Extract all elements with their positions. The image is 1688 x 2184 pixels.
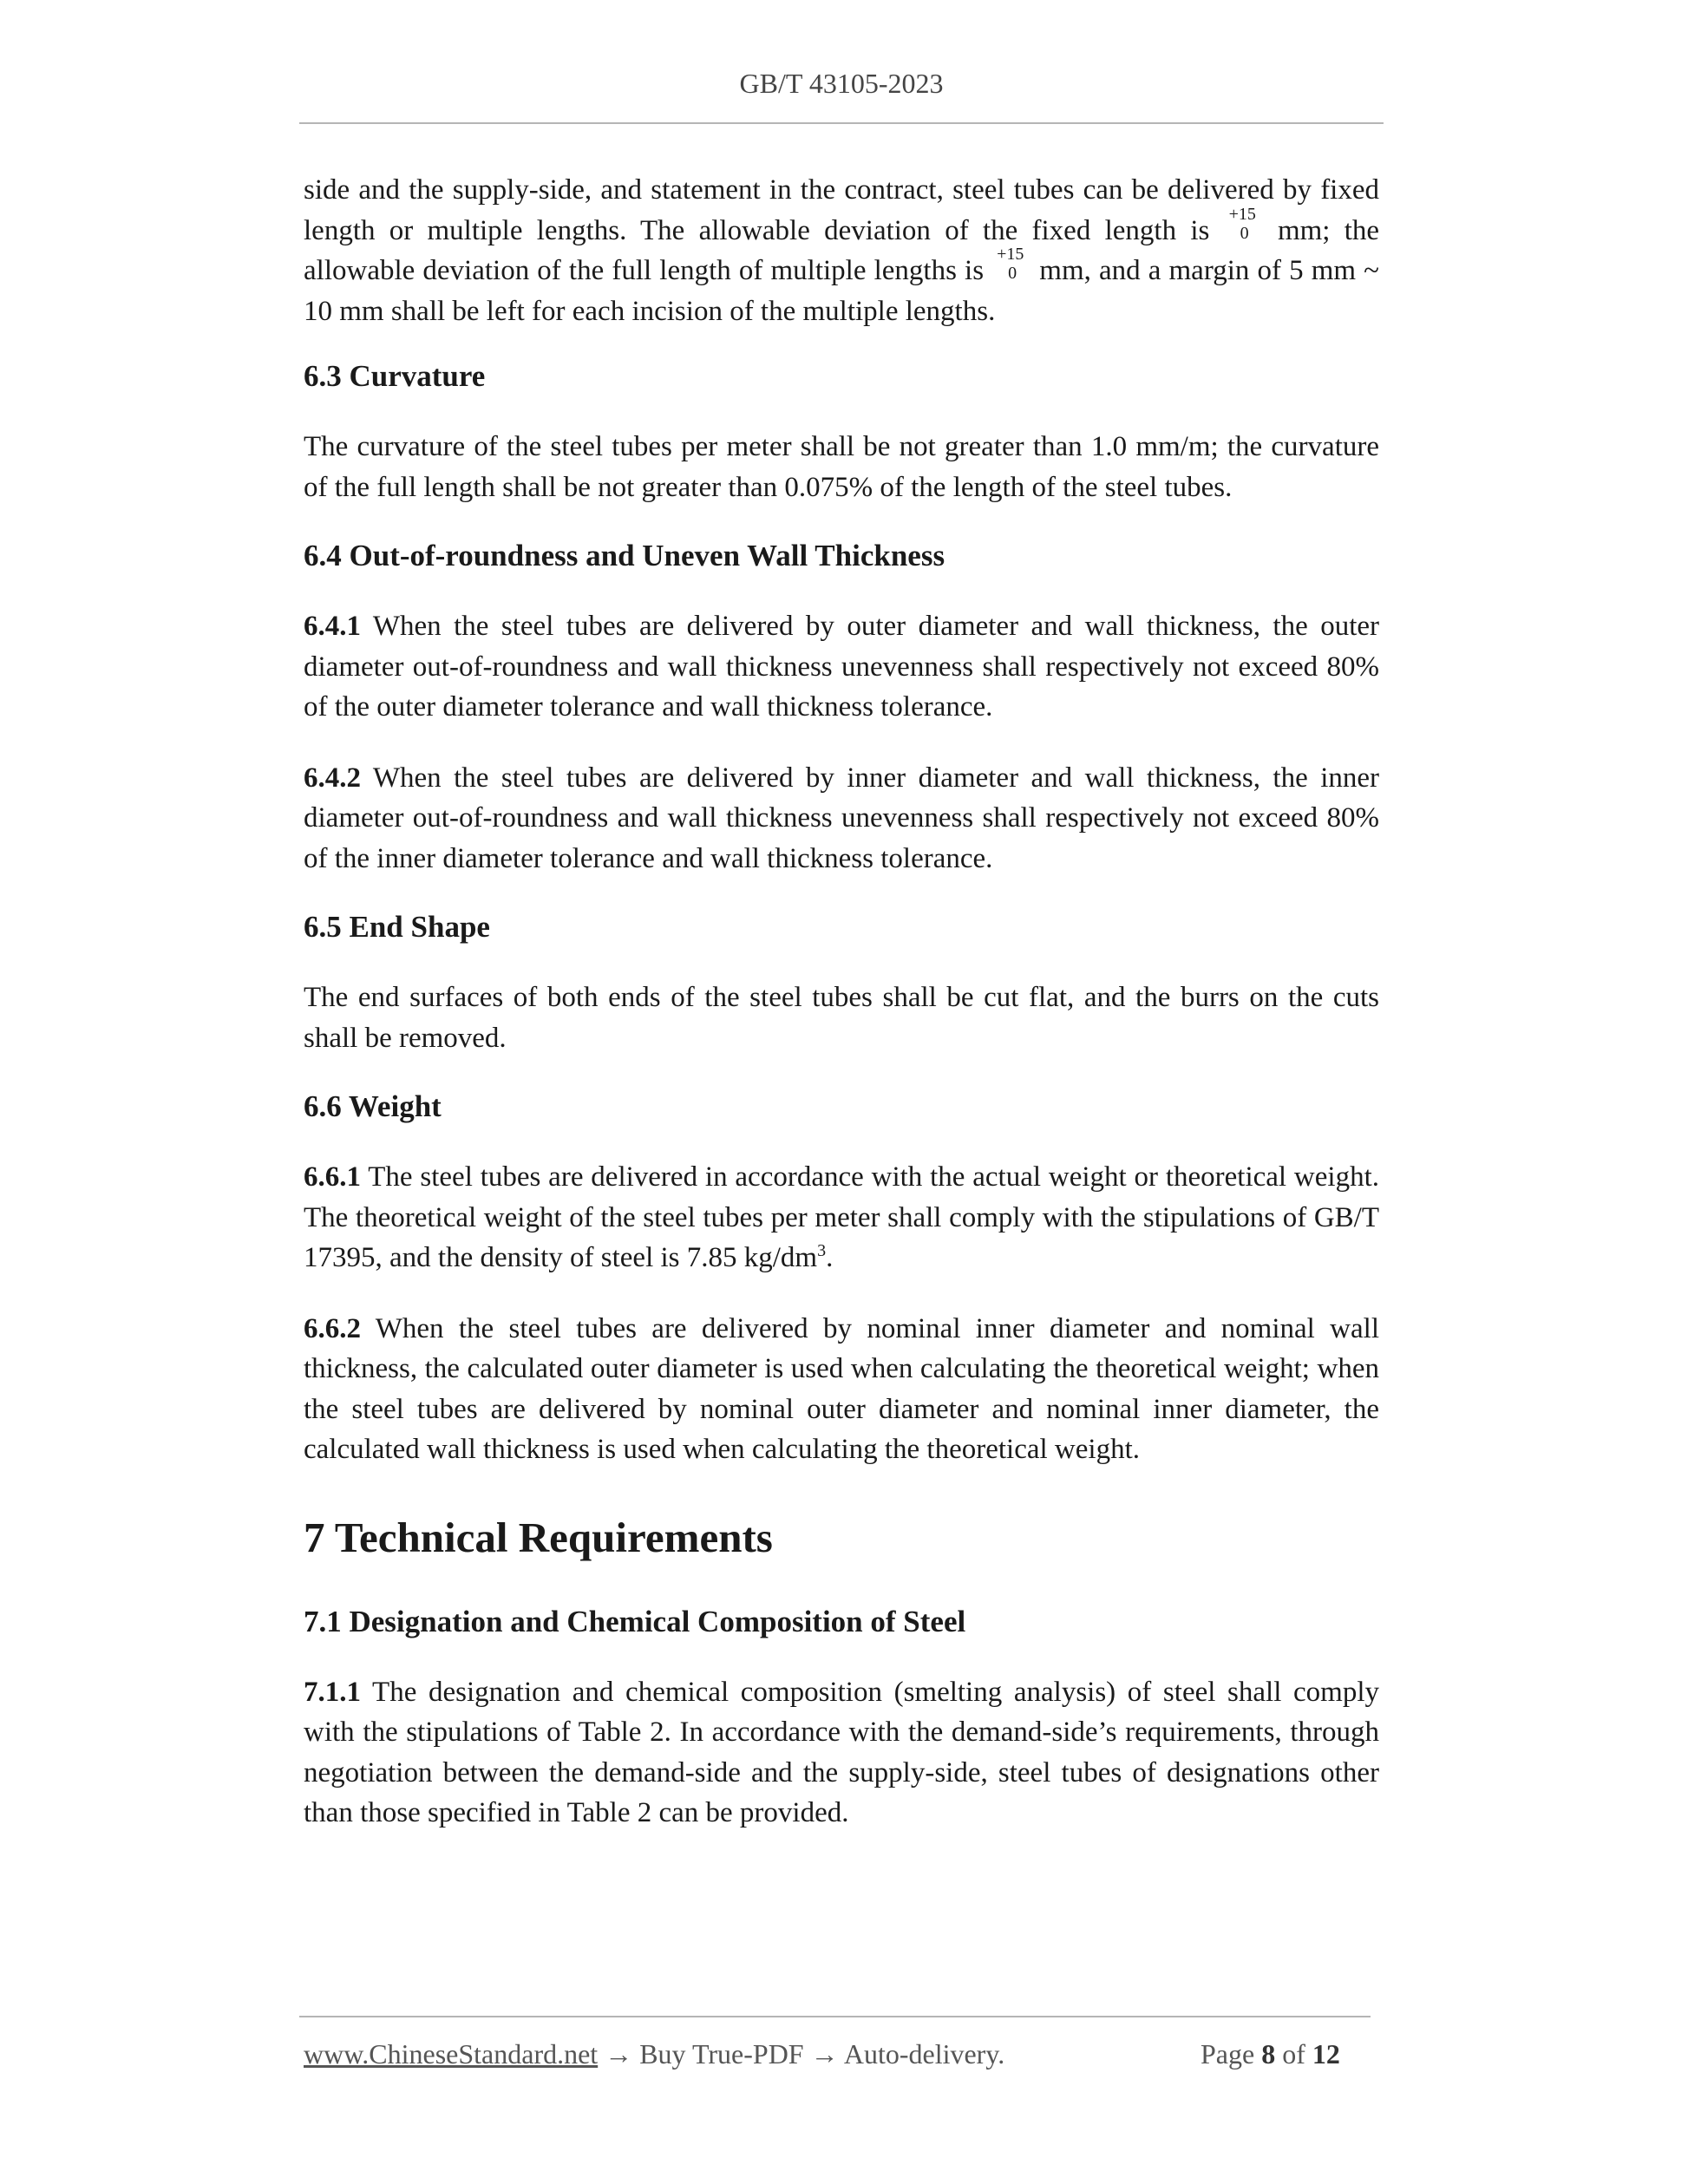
heading-6-4: 6.4 Out-of-roundness and Uneven Wall Thickness	[304, 539, 945, 572]
curvature-paragraph: The curvature of the steel tubes per meter shall be not greater than 1.0 mm/m; the curvature of the full length shall be not greater than 0.075% of the length of the steel tubes.	[304, 431, 1379, 503]
tolerance-fixed-length: +15 0	[1228, 204, 1256, 243]
document-header: GB/T 43105-2023	[739, 68, 944, 99]
current-page: 8	[1261, 2038, 1276, 2070]
header-divider	[299, 122, 1384, 124]
page-number: Page 8 of 12	[1201, 2038, 1340, 2070]
tolerance-multiple-length: +15 0	[997, 245, 1024, 283]
clause-6-6-1: 6.6.1 The steel tubes are delivered in accordance with the actual weight or theoretical weight. The theoretical weight of the steel tubes per meter shall comply with the stipulations of GB/T 17395, and the density of steel is 7.85 $kg/dm^3$.	[304, 1161, 1379, 1273]
clause-6-4-1: 6.4.1 When the steel tubes are delivered by outer diameter and wall thickness, the outer diameter out-of-roundness and wall thickness unevenness shall respectively not exceed 80% of the outer diameter tolerance and wall thickness tolerance.	[304, 611, 1380, 723]
footer-promo: www.ChineseStandard.net → Buy True-PDF → Auto-delivery.	[304, 2038, 1005, 2070]
heading-6-5: 6.5 End Shape	[304, 910, 490, 944]
heading-6-6: 6.6 Weight	[304, 1089, 442, 1123]
page-content	[304, 170, 1379, 1834]
clause-7-1-1: 7.1.1 The designation and chemical composition (smelting analysis) of steel shall comply with the stipulations of Table 2. In accordance with the demand-side’s requirements, through negotiation between the demand-side and the supply-side, steel tubes of designations other than those specified in Table 2 can be provided.	[304, 1676, 1379, 1828]
fixed-length-paragraph: side and the supply-side, and statement in the contract, steel tubes can be delivered by fixed length or multiple lengths. The allowable deviation of the fixed length is +15 0 mm; the allowable deviation of the full length of multiple lengths is +15 0 mm, and a margin of 5 mm ~ 10 mm shall be left for each incision of the multiple lengths.	[304, 174, 1380, 327]
clause-6-6-2: 6.6.2 When the steel tubes are delivered by nominal inner diameter and nominal wall thickness, the calculated outer diameter is used when calculating the theoretical weight; when the steel tubes are delivered by nominal outer diameter and nominal inner diameter, the calculated wall thickness is used when calculating the theoretical weight.	[304, 1312, 1379, 1465]
clause-6-4-2: 6.4.2 When the steel tubes are delivered by inner diameter and wall thickness, the inner diameter out-of-roundness and wall thickness unevenness shall respectively not exceed 80% of the inner diameter tolerance and wall thickness tolerance.	[304, 762, 1380, 874]
heading-7-1: 7.1 Designation and Chemical Composition of Steel	[304, 1604, 966, 1638]
arrow-right-icon: →	[598, 2038, 640, 2070]
end-shape-paragraph: The end surfaces of both ends of the steel tubes shall be cut flat, and the burrs on the cuts shall be removed.	[304, 982, 1379, 1054]
heading-6-3: 6.3 Curvature	[304, 359, 486, 393]
website-link[interactable]: www.ChineseStandard.net	[304, 2038, 599, 2070]
footer-divider	[299, 2016, 1371, 2017]
arrow-right-icon: →	[803, 2038, 844, 2070]
heading-7: 7 Technical Requirements	[304, 1513, 773, 1561]
total-pages: 12	[1312, 2038, 1340, 2070]
